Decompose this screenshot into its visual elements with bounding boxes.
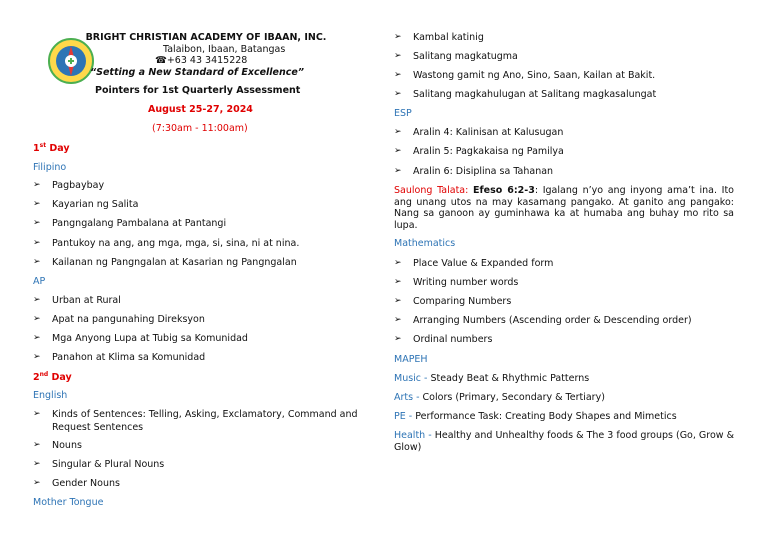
arrow-bullet-icon: ➢: [394, 334, 402, 344]
saulong-reference: Efeso 6:2-3: [473, 185, 535, 196]
list-item: Salitang magkatugma: [413, 51, 518, 62]
arrow-bullet-icon: ➢: [33, 333, 41, 343]
saulong-label: Saulong Talata:: [394, 185, 469, 196]
music-label: Music -: [394, 373, 428, 384]
mathematics-heading: Mathematics: [394, 238, 456, 249]
list-item: Salitang magkahulugan at Salitang magkasalungat: [413, 89, 657, 100]
mapeh-health: [394, 430, 734, 454]
arrow-bullet-icon: ➢: [394, 296, 402, 306]
health-text: Healthy and Unhealthy foods & The 3 food groups (Go, Grow & Glow): [394, 430, 734, 453]
mapeh-heading: MAPEH: [394, 354, 428, 365]
list-item: Kayarian ng Salita: [52, 199, 139, 210]
list-item: Ordinal numbers: [413, 334, 493, 345]
arrow-bullet-icon: ➢: [33, 314, 41, 324]
arts-text: Colors (Primary, Secondary & Tertiary): [419, 392, 605, 403]
health-label: Health -: [394, 430, 432, 441]
ap-heading: AP: [33, 276, 46, 287]
mapeh-pe: [394, 411, 677, 422]
arrow-bullet-icon: ➢: [394, 70, 402, 80]
school-name: BRIGHT CHRISTIAN ACADEMY OF IBAAN, INC.: [85, 32, 327, 43]
list-item: Aralin 4: Kalinisan at Kalusugan: [413, 127, 564, 138]
list-item: Pagbaybay: [52, 180, 105, 191]
arrow-bullet-icon: ➢: [33, 409, 41, 419]
list-item: Apat na pangunahing Direksyon: [52, 314, 205, 325]
phone-icon: ☎: [155, 55, 167, 66]
list-item: Place Value & Expanded form: [413, 258, 554, 269]
arts-label: Arts -: [394, 392, 420, 403]
list-item: Comparing Numbers: [413, 296, 512, 307]
arrow-bullet-icon: ➢: [33, 478, 41, 488]
list-item: Nouns: [52, 440, 82, 451]
mapeh-arts: [394, 392, 605, 403]
filipino-heading: Filipino: [33, 162, 67, 173]
list-item: Pangngalang Pambalana at Pantangi: [52, 218, 227, 229]
arrow-bullet-icon: ➢: [394, 51, 402, 61]
assessment-dates: August 25-27, 2024: [148, 104, 253, 115]
list-item: Aralin 5: Pagkakaisa ng Pamilya: [413, 146, 564, 157]
music-text: Steady Beat & Rhythmic Patterns: [427, 373, 590, 384]
arrow-bullet-icon: ➢: [33, 257, 41, 267]
arrow-bullet-icon: ➢: [394, 277, 402, 287]
arrow-bullet-icon: ➢: [394, 32, 402, 42]
list-item: Mga Anyong Lupa at Tubig sa Komunidad: [52, 333, 248, 344]
saulong-text: : Igalang n’yo ang inyong ama’t ina. Ito ang unang utos na may kasamang pangako. At ganito ang pangako: Nang sa ganoon ay guminhawa ka at humaba ang buhay mo rito sa lupa.: [394, 185, 734, 231]
list-item: Kinds of Sentences: Telling, Asking, Exclamatory, Command and Request Sentences: [52, 409, 358, 433]
list-item: Pantukoy na ang, ang mga, mga, si, sina, ni at nina.: [52, 238, 300, 249]
school-motto: “Setting a New Standard of Excellence”: [90, 67, 304, 78]
school-logo: [48, 38, 94, 84]
arrow-bullet-icon: ➢: [394, 258, 402, 268]
arrow-bullet-icon: ➢: [33, 238, 41, 248]
arrow-bullet-icon: ➢: [33, 218, 41, 228]
list-item: Kambal katinig: [413, 32, 484, 43]
day1-heading: 1st Day: [33, 142, 70, 154]
arrow-bullet-icon: ➢: [394, 127, 402, 137]
pe-label: PE -: [394, 411, 413, 422]
assessment-time: (7:30am - 11:00am): [152, 123, 248, 134]
document-title: Pointers for 1st Quarterly Assessment: [95, 85, 301, 96]
list-item: Urban at Rural: [52, 295, 121, 306]
arrow-bullet-icon: ➢: [33, 352, 41, 362]
school-address: Talaibon, Ibaan, Batangas: [163, 44, 286, 55]
list-item: Arranging Numbers (Ascending order & Descending order): [413, 315, 692, 326]
english-heading: English: [33, 390, 68, 401]
arrow-bullet-icon: ➢: [394, 315, 402, 325]
list-item: Aralin 6: Disiplina sa Tahanan: [413, 166, 554, 177]
saulong-talata: [394, 185, 734, 231]
arrow-bullet-icon: ➢: [394, 89, 402, 99]
list-item: Panahon at Klima sa Komunidad: [52, 352, 206, 363]
arrow-bullet-icon: ➢: [33, 180, 41, 190]
list-item: Writing number words: [413, 277, 519, 288]
esp-heading: ESP: [394, 108, 412, 119]
mother-tongue-heading: Mother Tongue: [33, 497, 104, 508]
list-item: Gender Nouns: [52, 478, 120, 489]
arrow-bullet-icon: ➢: [33, 459, 41, 469]
arrow-bullet-icon: ➢: [33, 440, 41, 450]
arrow-bullet-icon: ➢: [33, 199, 41, 209]
list-item: Kailanan ng Pangngalan at Kasarian ng Pangngalan: [52, 257, 297, 268]
school-phone: +63 43 3415228: [166, 55, 248, 66]
arrow-bullet-icon: ➢: [394, 146, 402, 156]
list-item: Singular & Plural Nouns: [52, 459, 165, 470]
list-item: Wastong gamit ng Ano, Sino, Saan, Kailan at Bakit.: [413, 70, 656, 81]
pe-text: Performance Task: Creating Body Shapes and Mimetics: [412, 411, 677, 422]
day2-heading: 2nd Day: [33, 371, 72, 383]
arrow-bullet-icon: ➢: [394, 166, 402, 176]
mapeh-music: [394, 373, 589, 384]
arrow-bullet-icon: ➢: [33, 295, 41, 305]
school-phone-line: [155, 55, 247, 66]
